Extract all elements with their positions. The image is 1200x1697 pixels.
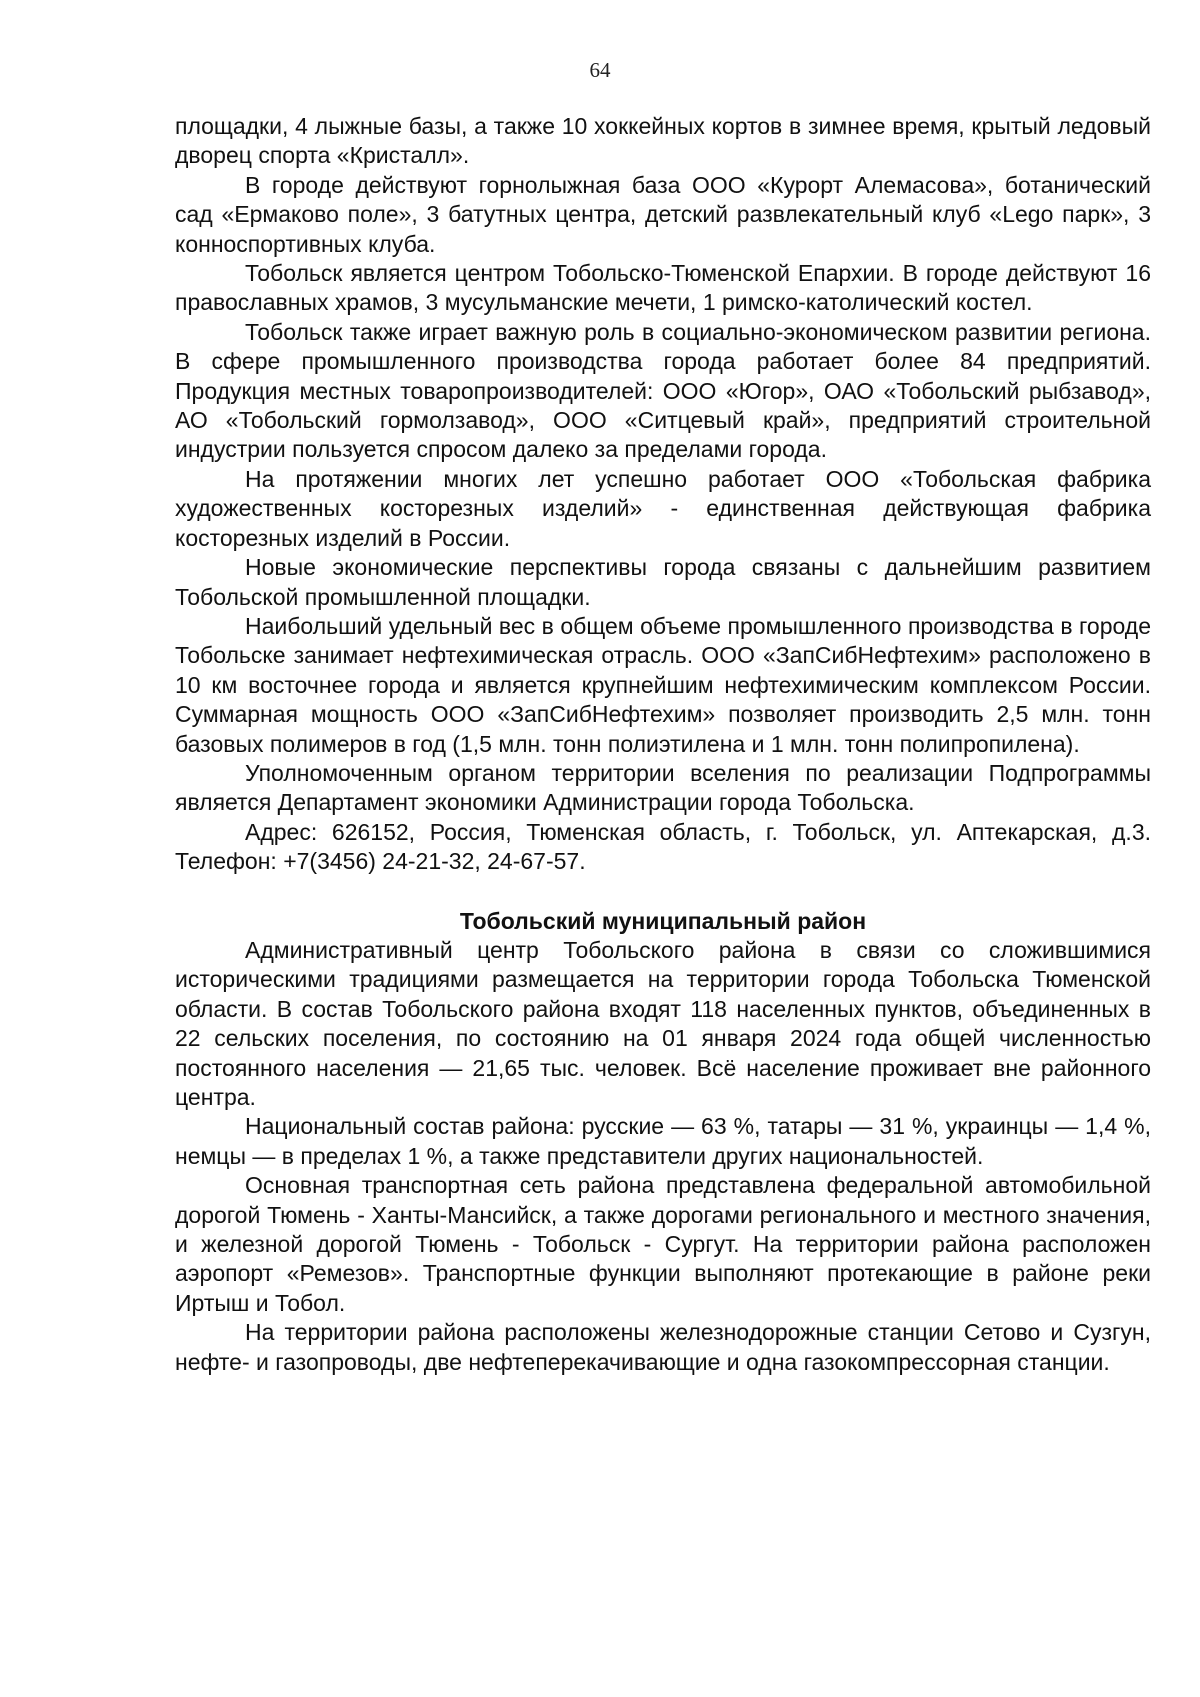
paragraph-petrochemical: Наибольший удельный вес в общем объеме промышленного производства в городе Тобольске занимает нефтехимическая отрасль. ООО «ЗапСибНефтехим» расположено в 10 км восточнее города и является крупнейшим нефтехимическим комплексом России. Суммарная мощность ООО «ЗапСибНефтехим» позволяет производить 2,5 млн. тонн базовых полимеров в год (1,5 млн. тонн полиэтилена и 1 млн. тонн полипропилена). bbox=[175, 612, 1151, 757]
paragraph-leisure: В городе действуют горнолыжная база ООО «Курорт Алемасова», ботанический сад «Ермаково поле», 3 батутных центра, детский развлекательный клуб «Lego парк», 3 конноспортивных клуба. bbox=[175, 171, 1151, 257]
paragraph-prospects: Новые экономические перспективы города связаны с дальнейшим развитием Тобольской промышленной площадки. bbox=[175, 554, 1151, 610]
paragraph-economy: Тобольск также играет важную роль в социально-экономическом развитии региона. В сфере промышленного производства города работает более 84 предприятий. Продукция местных товаропроизводителей: ООО «Югор», ОАО «Тобольский рыбзавод», АО «Тобольский гормолзавод», ООО «Ситцевый край», предприятий строительной индустрии пользуется спросом далеко за пределами города. bbox=[175, 318, 1151, 463]
paragraph-bone-carving-factory: На протяжении многих лет успешно работает ООО «Тобольская фабрика художественных косторезных изделий» - единственная действующая фабрика косторезных изделий в России. bbox=[175, 465, 1151, 551]
paragraph-district-center: Административный центр Тобольского района в связи со сложившимися историческими традициями размещается на территории города Тобольска Тюменской области. В состав Тобольского района входят 118 населенных пунктов, объединенных в 22 сельских поселения, по состоянию на 01 января 2024 года общей численностью постоянного населения — 21,65 тыс. человек. Всё население проживает вне районного центра. bbox=[175, 936, 1151, 1110]
section-heading: Тобольский муниципальный район bbox=[459, 907, 867, 934]
document-body bbox=[175, 112, 1151, 1377]
paragraph-transport: Основная транспортная сеть района представлена федеральной автомобильной дорогой Тюмень - Ханты-Мансийск, а также дорогами регионального и местного значения, и железной дорогой Тюмень - Тобольск - Сургут. На территории района расположен аэропорт «Ремезов». Транспортные функции выполняют протекающие в районе реки Иртыш и Тобол. bbox=[175, 1172, 1151, 1316]
page-number: 64 bbox=[589, 58, 611, 82]
paragraph-address: Адрес: 626152, Россия, Тюменская область, г. Тобольск, ул. Аптекарская, д.3. Телефон: +7(3456) 24-21-32, 24-67-57. bbox=[175, 818, 1151, 875]
paragraph-stations: На территории района расположены железнодорожные станции Сетово и Сузгун, нефте- и газопроводы, две нефтеперекачивающие и одна газокомпрессорная станции. bbox=[175, 1319, 1151, 1375]
paragraph-ethnic-composition: Национальный состав района: русские — 63 %, татары — 31 %, украинцы — 1,4 %, немцы — в пределах 1 %, а также представители других национальностей. bbox=[175, 1113, 1151, 1169]
paragraph-continuation: площадки, 4 лыжные базы, а также 10 хоккейных кортов в зимнее время, крытый ледовый дворец спорта «Кристалл». bbox=[175, 113, 1151, 169]
paragraph-authority: Уполномоченным органом территории вселения по реализации Подпрограммы является Департамент экономики Администрации города Тобольска. bbox=[175, 759, 1151, 816]
paragraph-religion: Тобольск является центром Тобольско-Тюменской Епархии. В городе действуют 16 православных храмов, 3 мусульманские мечети, 1 римско-католический костел. bbox=[175, 260, 1151, 316]
